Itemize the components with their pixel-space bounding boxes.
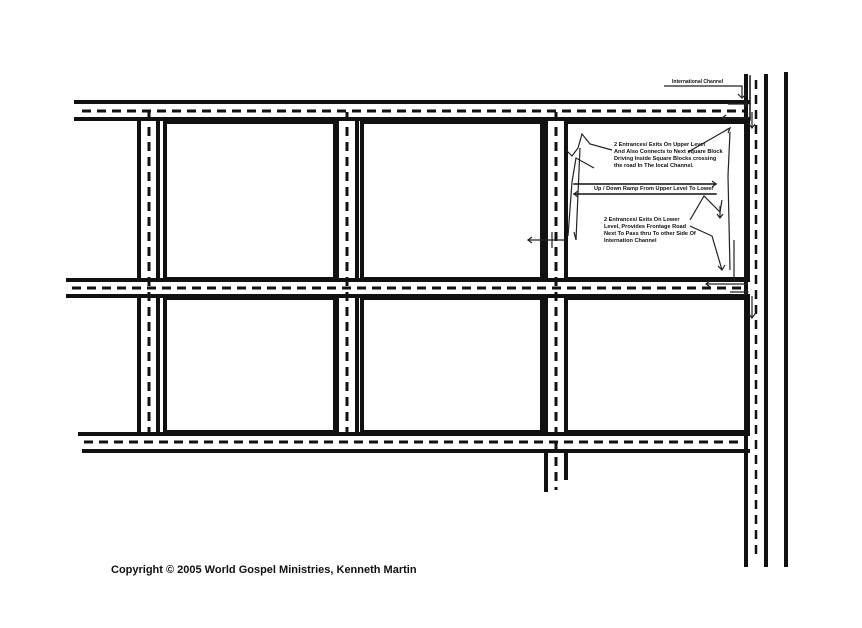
upper-level-note-line-1: 2 Entrances/ Exits On Upper Level <box>614 142 706 148</box>
block-1 <box>165 122 335 279</box>
international-channel <box>746 74 786 565</box>
upper-level-note-line-3: Driving Inside Square Blocks crossing <box>614 156 717 162</box>
vertical-road-2 <box>337 112 357 442</box>
upper-level-note-line-4: the road In The local Channel. <box>614 163 694 169</box>
upper-level-note-line-2: And Also Connects to Next square Block <box>614 149 723 155</box>
block-5 <box>362 298 542 432</box>
international-channel-label: International Channel <box>672 79 724 85</box>
block-2 <box>362 122 542 279</box>
copyright-notice: Copyright © 2005 World Gospel Ministries, Kenneth Martin <box>111 564 417 576</box>
block-6 <box>566 298 748 432</box>
top-road <box>76 102 748 119</box>
lower-level-note-line-1: 2 Entrances/ Exits On Lower <box>604 217 680 223</box>
lower-level-note-line-3: Next To Pass thru To other Side Of <box>604 231 696 237</box>
ramp-label: Up / Down Ramp From Upper Level To Lower <box>594 186 714 192</box>
middle-road <box>68 280 748 296</box>
block-4 <box>165 298 335 432</box>
bottom-road <box>80 434 748 451</box>
vertical-road-1 <box>139 112 158 442</box>
lower-level-note-line-2: Level, Provides Frontage Road <box>604 224 687 230</box>
lower-level-note-line-4: Internation Channel <box>604 238 657 244</box>
